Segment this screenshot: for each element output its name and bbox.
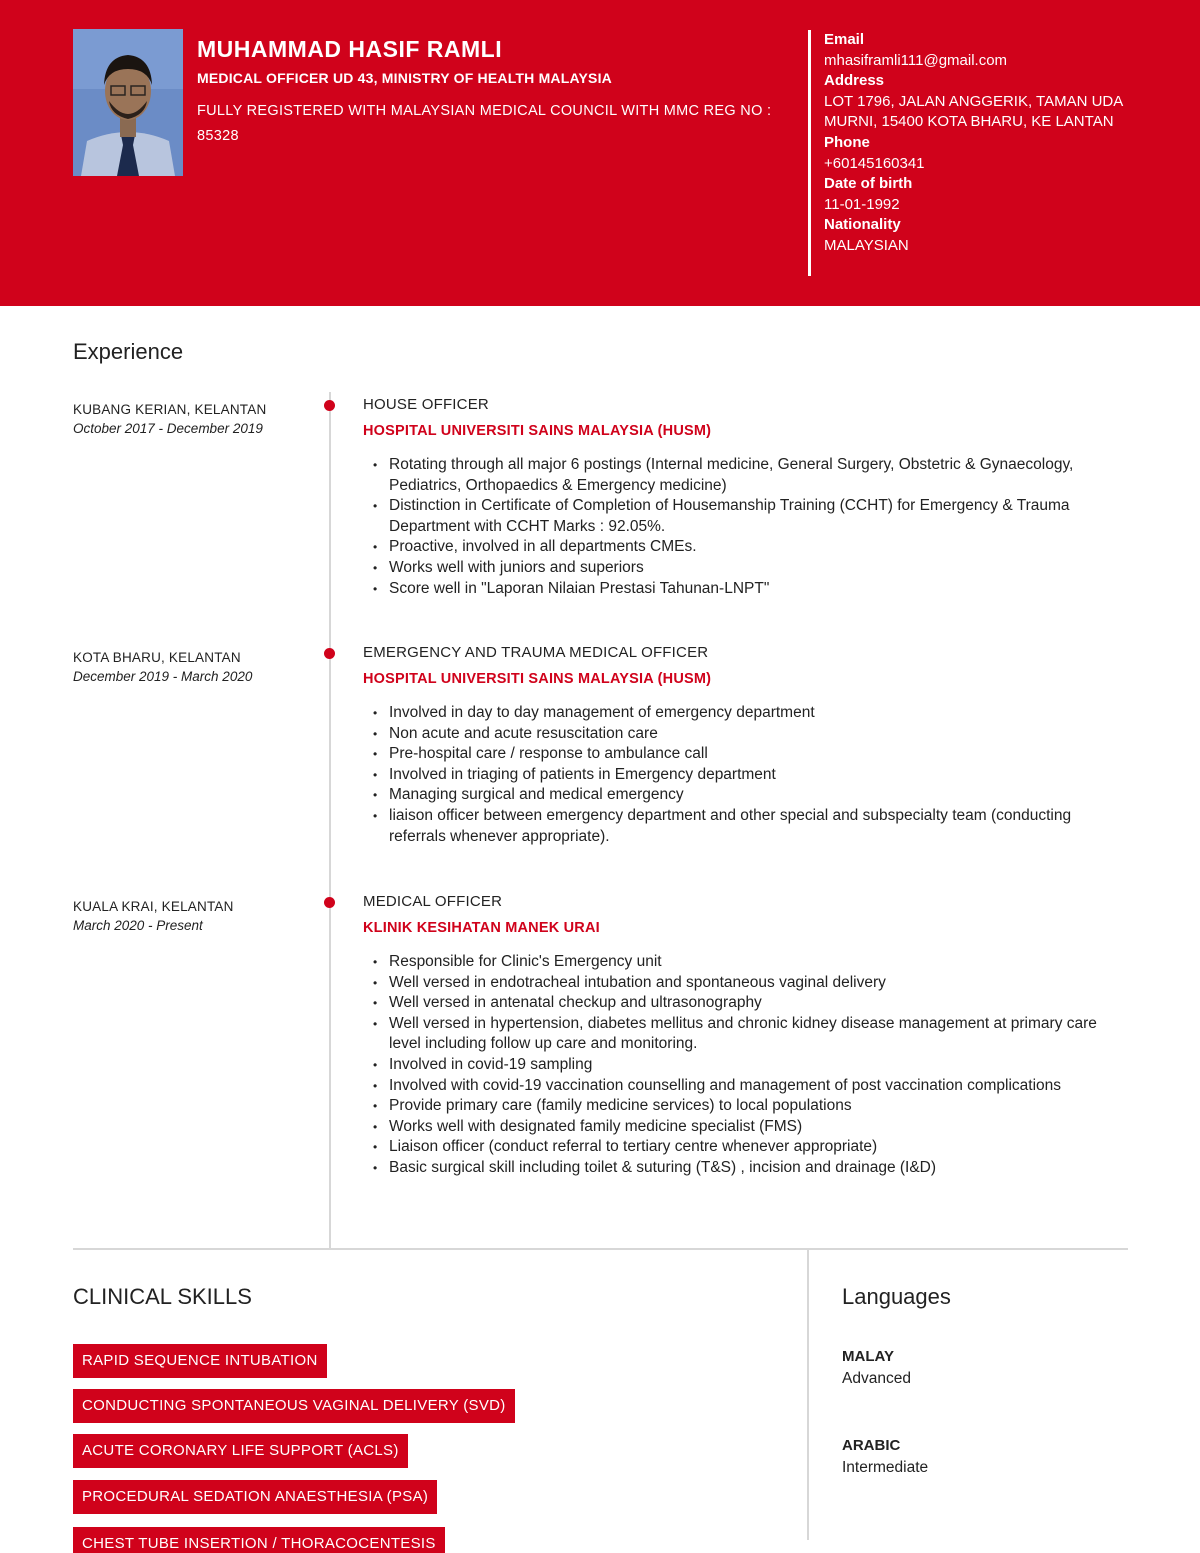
duty-item: • Well versed in endotracheal intubation and spontaneous vaginal delivery [373, 973, 1128, 994]
duty-item: • Basic surgical skill including toilet & suturing (T&S) , incision and drainage (I&D) [373, 1158, 1128, 1179]
job-role: HOUSE OFFICER [363, 396, 489, 413]
address-value: LOT 1796, JALAN ANGGERIK, TAMAN UDA MURNI, 15400 KOTA BHARU, KE LANTAN [824, 92, 1123, 131]
nationality-value: MALAYSIAN [824, 236, 909, 254]
nationality-label: Nationality [824, 216, 901, 234]
job-duties [373, 952, 1128, 1179]
job-title: MEDICAL OFFICER UD 43, MINISTRY OF HEALTH MALAYSIA [197, 70, 612, 86]
duty-item: • Well versed in hypertension, diabetes mellitus and chronic kidney disease management at primary care level including follow up care and monitoring. [373, 1014, 1128, 1055]
phone-label: Phone [824, 133, 870, 151]
skill-tag: PROCEDURAL SEDATION ANAESTHESIA (PSA) [73, 1480, 437, 1514]
job-location: KOTA BHARU, KELANTAN [73, 650, 241, 665]
job-dates: March 2020 - Present [73, 918, 203, 933]
profile-photo [73, 29, 183, 176]
job-organization: KLINIK KESIHATAN MANEK URAI [363, 920, 600, 936]
phone-value[interactable]: +60145160341 [824, 154, 925, 172]
language-entry [842, 1348, 911, 1388]
job-organization: HOSPITAL UNIVERSITI SAINS MALAYSIA (HUSM) [363, 671, 712, 687]
skill-tag: CHEST TUBE INSERTION / THORACOCENTESIS [73, 1527, 445, 1553]
email-value[interactable]: mhasiframli111@gmail.com [824, 51, 1008, 69]
duty-item: • Non acute and acute resuscitation care [373, 724, 1128, 745]
contact-details [824, 30, 1134, 257]
duty-item: • Managing surgical and medical emergency [373, 785, 1128, 806]
duty-item: • Liaison officer (conduct referral to tertiary centre whenever appropriate) [373, 1137, 1128, 1158]
job-dates: December 2019 - March 2020 [73, 669, 253, 684]
header-divider [808, 30, 811, 276]
language-name: MALAY [842, 1348, 894, 1365]
duty-item: • Rotating through all major 6 postings (Internal medicine, General Surgery, Obstetric & Gynaecology, Pediatrics, Orthopaedics & Emergency medicine) [373, 455, 1128, 496]
header-banner [0, 0, 1200, 306]
registration-statement: FULLY REGISTERED WITH MALAYSIAN MEDICAL COUNCIL WITH MMC REG NO : 85328 [197, 103, 772, 144]
language-entry [842, 1437, 928, 1477]
job-organization: HOSPITAL UNIVERSITI SAINS MALAYSIA (HUSM) [363, 423, 712, 439]
language-level: Intermediate [842, 1459, 929, 1476]
duty-item: • Provide primary care (family medicine services) to local populations [373, 1096, 1128, 1117]
dob-value: 11-01-1992 [824, 195, 900, 213]
email-label: Email [824, 31, 865, 48]
duty-item: • Well versed in antenatal checkup and ultrasonography [373, 993, 1128, 1014]
timeline-dot [324, 897, 335, 908]
clinical-skills-heading: CLINICAL SKILLS [73, 1284, 252, 1309]
timeline-dot [324, 400, 335, 411]
duty-item: • Proactive, involved in all departments CMEs. [373, 537, 1128, 558]
duty-item: • Involved in triaging of patients in Emergency department [373, 765, 1128, 786]
section-divider [73, 1248, 1128, 1250]
timeline-line [329, 392, 331, 1250]
duty-item: • Pre-hospital care / response to ambulance call [373, 744, 1128, 765]
skill-tag: CONDUCTING SPONTANEOUS VAGINAL DELIVERY (SVD) [73, 1389, 515, 1423]
duty-item: • Works well with designated family medicine specialist (FMS) [373, 1117, 1128, 1138]
timeline-dot [324, 648, 335, 659]
duty-item: • Involved with covid-19 vaccination counselling and management of post vaccination complications [373, 1076, 1128, 1097]
duty-item: • Involved in day to day management of emergency department [373, 703, 1128, 724]
job-location: KUALA KRAI, KELANTAN [73, 899, 234, 914]
language-level: Advanced [842, 1370, 911, 1387]
job-role: MEDICAL OFFICER [363, 893, 503, 910]
experience-heading: Experience [73, 339, 184, 364]
job-dates: October 2017 - December 2019 [73, 421, 263, 436]
duty-item: • Score well in "Laporan Nilaian Prestasi Tahunan-LNPT" [373, 579, 1128, 600]
dob-label: Date of birth [824, 175, 913, 193]
skill-tag: RAPID SEQUENCE INTUBATION [73, 1344, 327, 1378]
languages-heading: Languages [842, 1284, 951, 1309]
job-duties [373, 703, 1128, 847]
duty-item: • Responsible for Clinic's Emergency unit [373, 952, 1128, 973]
job-location: KUBANG KERIAN, KELANTAN [73, 402, 267, 417]
skill-tag: ACUTE CORONARY LIFE SUPPORT (ACLS) [73, 1434, 408, 1468]
candidate-name: MUHAMMAD HASIF RAMLI [197, 36, 503, 62]
job-duties [373, 455, 1128, 599]
duty-item: • liaison officer between emergency department and other special and subspecialty team (conducting referrals whenever appropriate). [373, 806, 1128, 847]
duty-item: • Involved in covid-19 sampling [373, 1055, 1128, 1076]
address-label: Address [824, 72, 885, 90]
column-divider [807, 1250, 809, 1540]
duty-item: • Distinction in Certificate of Completion of Housemanship Training (CCHT) for Emergency & Trauma Department with CCHT Marks : 92.05%. [373, 496, 1128, 537]
duty-item: • Works well with juniors and superiors [373, 558, 1128, 579]
language-name: ARABIC [842, 1437, 901, 1454]
job-role: EMERGENCY AND TRAUMA MEDICAL OFFICER [363, 644, 709, 661]
